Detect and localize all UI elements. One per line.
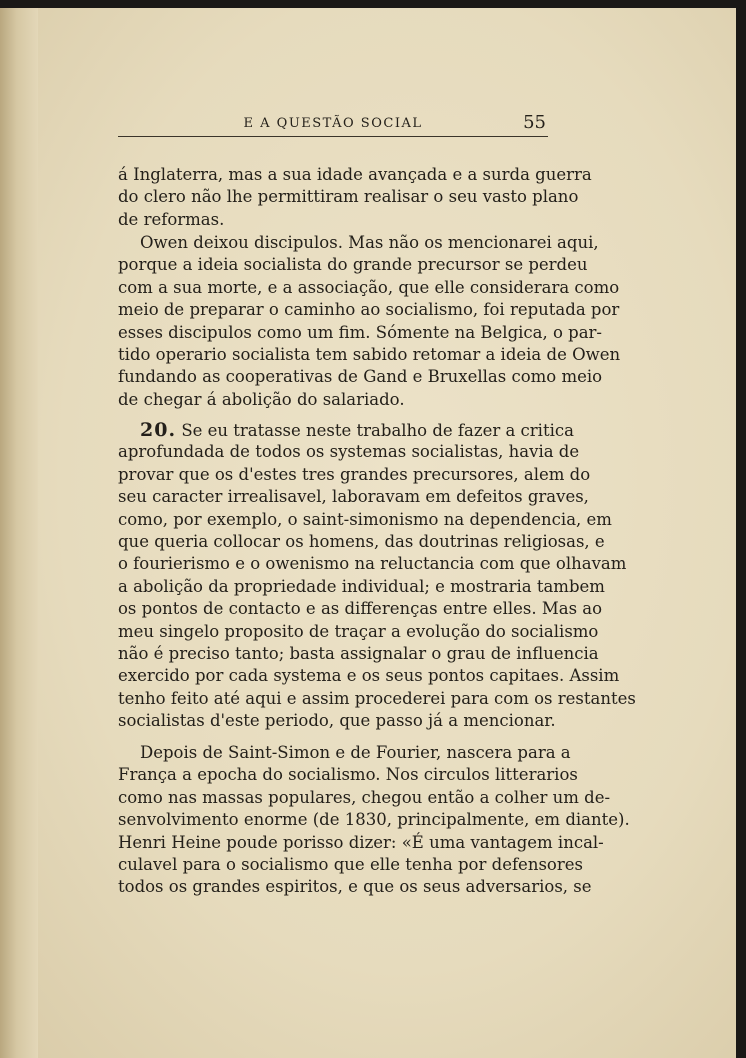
text-line: socialistas d'este periodo, que passo já a mencionar.	[118, 711, 556, 731]
text-line: senvolvimento enorme (de 1830, principalmente, em diante).	[118, 810, 630, 830]
text-line: não é preciso tanto; basta assignalar o grau de influencia	[118, 643, 599, 663]
text-line: os pontos de contacto e as differenças entre elles. Mas ao	[118, 599, 603, 619]
page-gutter	[0, 8, 38, 1058]
text-line: tenho feito até aqui e assim procederei para com os restantes	[118, 688, 636, 708]
text-line: que queria collocar os homens, das doutrinas religiosas, e	[118, 531, 605, 551]
text-line: culavel para o socialismo que elle tenha por defensores	[118, 854, 583, 874]
text-line: Henri Heine poude porisso dizer: «É uma vantagem incal-	[118, 832, 604, 852]
text-line: de chegar á abolição do salariado.	[118, 389, 405, 409]
text-line: o fourierismo e o owenismo na reluctancia com que olhavam	[118, 554, 627, 574]
text-line: do clero não lhe permittiram realisar o seu vasto plano	[118, 187, 579, 207]
text-line: aprofundada de todos os systemas socialistas, havia de	[118, 442, 580, 462]
text-line: Owen deixou discipulos. Mas não os mencionarei aqui,	[140, 233, 599, 252]
text-line: meio de preparar o caminho ao socialismo, foi reputada por	[118, 300, 620, 320]
running-header	[118, 114, 548, 137]
paragraph-1	[118, 164, 592, 231]
book-page	[0, 8, 736, 1058]
text-line: meu singelo proposito de traçar a evolução do socialismo	[118, 621, 599, 641]
text-line: com a sua morte, e a associação, que elle considerara como	[118, 277, 620, 297]
text-line: como nas massas populares, chegou então a colher um de-	[118, 787, 611, 807]
text-line: a abolição da propriedade individual; e mostraria tambem	[118, 576, 605, 596]
text-line: esses discipulos como um fim. Sómente na Belgica, o par-	[118, 322, 603, 342]
text-line: fundando as cooperativas de Gand e Bruxellas como meio	[118, 367, 603, 387]
running-title: E A QUESTÃO SOCIAL	[243, 116, 423, 131]
text-line-content: Se eu tratasse neste trabalho de fazer a critica	[181, 421, 574, 440]
paragraph-3	[118, 419, 636, 732]
text-line: seu caracter irrealisavel, laboravam em defeitos graves,	[118, 487, 589, 507]
text-line: Depois de Saint-Simon e de Fourier, nascera para a	[140, 743, 571, 762]
text-line: como, por exemplo, o saint-simonismo na dependencia, em	[118, 509, 612, 529]
text-line	[118, 419, 574, 441]
text-line: á Inglaterra, mas a sua idade avançada e a surda guerra	[118, 165, 592, 184]
page-number: 55	[523, 112, 546, 133]
section-number: 20.	[140, 419, 177, 441]
text-line: tido operario socialista tem sabido retomar a ideia de Owen	[118, 344, 621, 364]
text-line: provar que os d'estes tres grandes precursores, alem do	[118, 464, 591, 484]
text-line: todos os grandes espiritos, e que os seus adversarios, se	[118, 877, 592, 897]
paragraph-4	[118, 742, 630, 899]
text-line: de reformas.	[118, 209, 225, 229]
paragraph-2	[118, 232, 621, 411]
text-line: França a epocha do socialismo. Nos circulos litterarios	[118, 765, 578, 785]
text-line: exercido por cada systema e os seus pontos capitaes. Assim	[118, 666, 620, 686]
text-line: porque a ideia socialista do grande precursor se perdeu	[118, 255, 588, 275]
